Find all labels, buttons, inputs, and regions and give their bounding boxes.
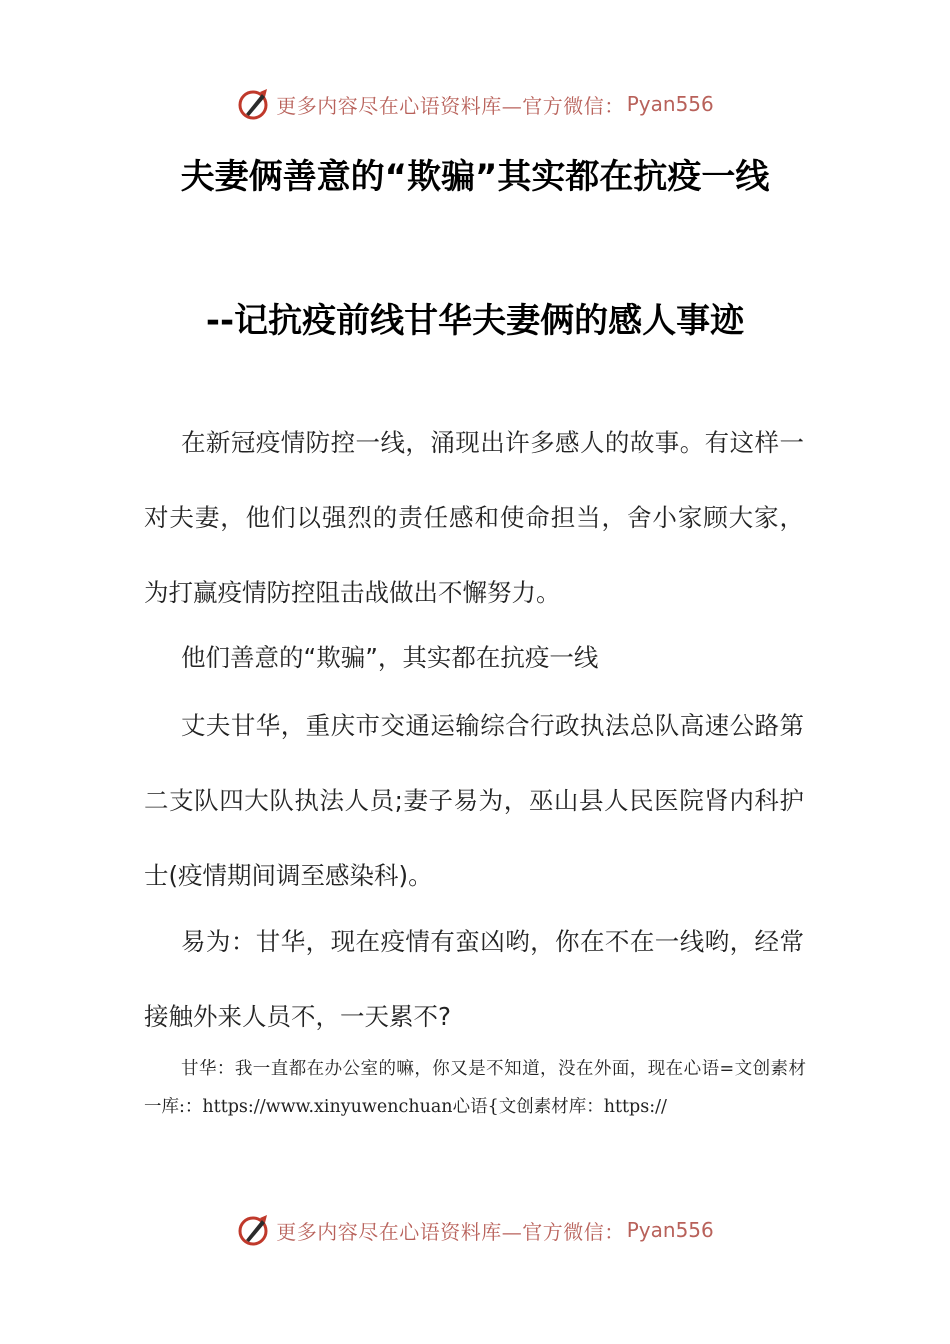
paragraph-introduction-people: 丈夫甘华，重庆市交通运输综合行政执法总队高速公路第二支队四大队执法人员;妻子易为，巫山县人民医院肾内科护士(疫情期间调至感染科)。 (144, 711, 804, 890)
paragraph-dialogue-yiwei: 易为：甘华，现在疫情有蛮凶哟，你在不在一线哟，经常接触外来人员不，一天累不? (144, 927, 804, 1031)
quill-logo-icon (236, 1212, 272, 1248)
banner-wechat-id: Pyan556 (626, 1218, 714, 1242)
document-subtitle: --记抗疫前线甘华夫妻俩的感人事迹 (205, 301, 745, 341)
document-title: 夫妻俩善意的“欺骗”其实都在抗疫一线 (180, 157, 770, 197)
banner-text: 更多内容尽在心语资料库—官方微信： (276, 93, 625, 118)
banner-wechat-id: Pyan556 (626, 92, 714, 116)
paragraph-heading: 他们善意的“欺骗”，其实都在抗疫一线 (181, 643, 599, 672)
header-watermark-banner (0, 84, 950, 124)
quill-logo-icon (236, 86, 272, 122)
paragraph-intro: 在新冠疫情防控一线，涌现出许多感人的故事。有这样一对夫妻，他们以强烈的责任感和使命担当，舍小家顾大家，为打赢疫情防控阻击战做出不懈努力。 (144, 428, 804, 607)
paragraph-dialogue-ganhua: 甘华：我一直都在办公室的嘛，你又是不知道，没在外面，现在心语=文创素材一库:：https://www.xinyuwenchuan心语{文创素材库：https:// (144, 1059, 806, 1117)
banner-text: 更多内容尽在心语资料库—官方微信： (276, 1219, 625, 1244)
footer-watermark-banner (0, 1210, 950, 1250)
